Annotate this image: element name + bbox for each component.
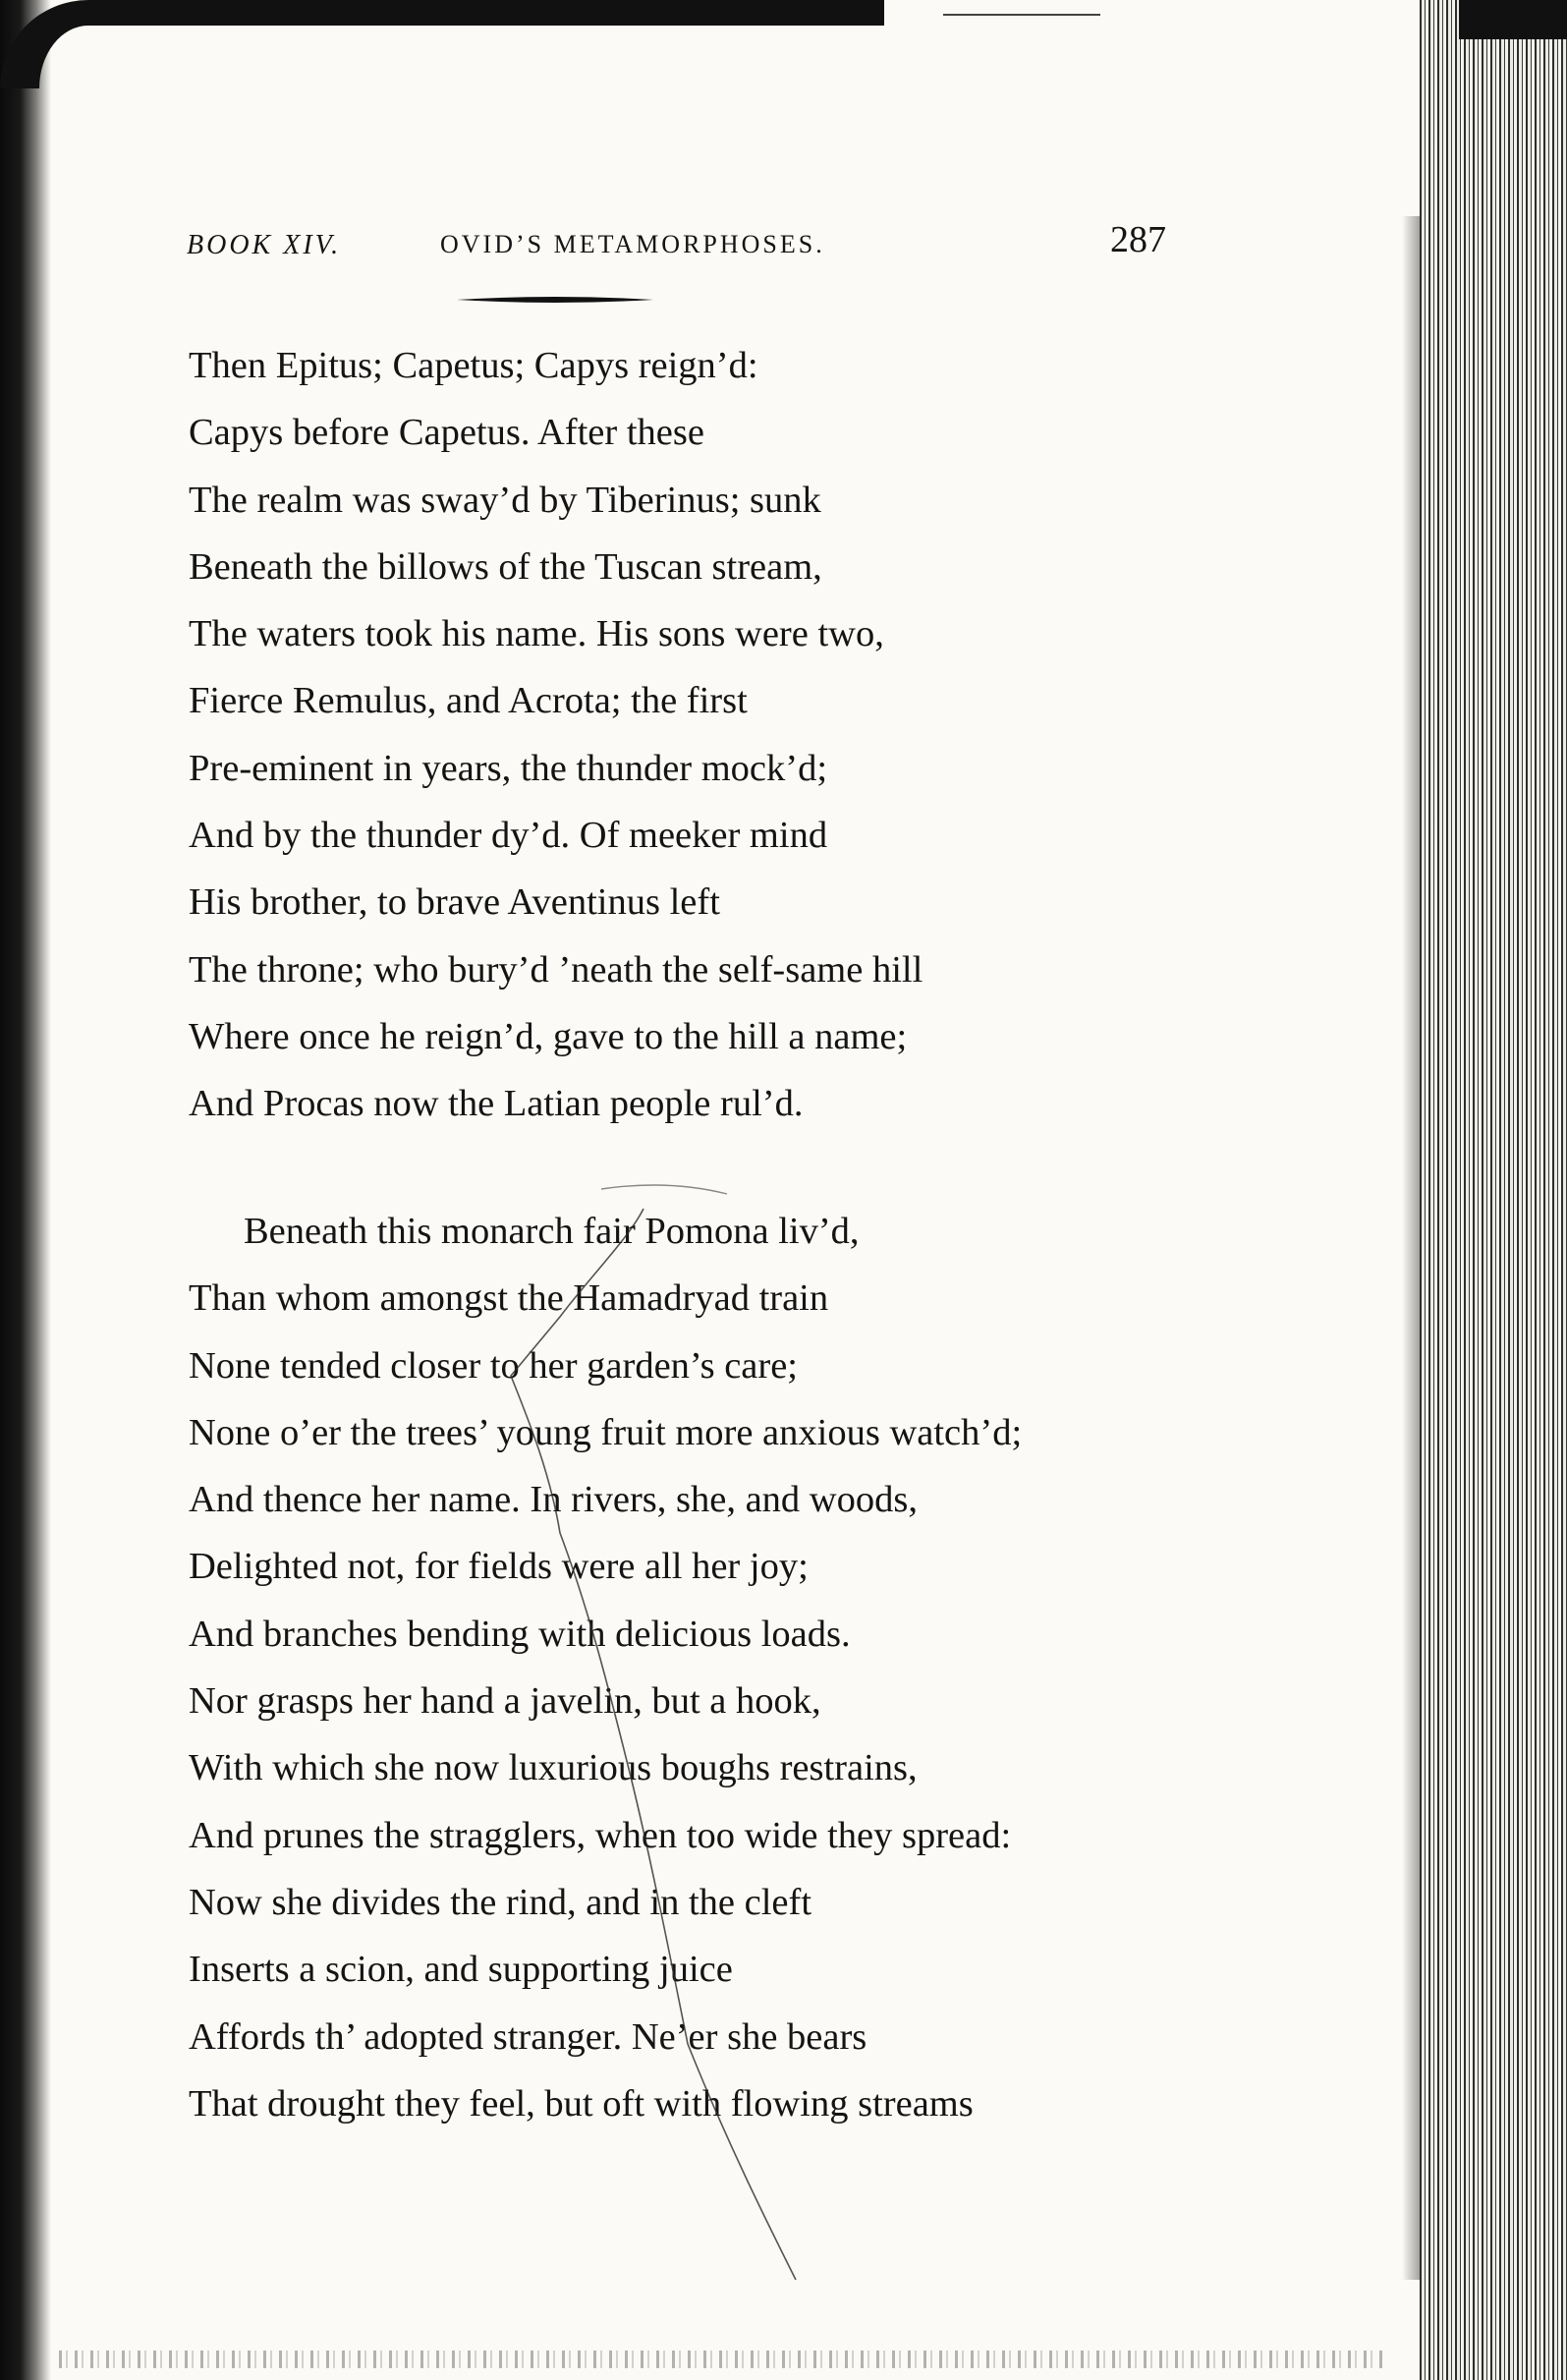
verse-line: Where once he reign’d, gave to the hill a name;: [189, 1015, 908, 1057]
verse-line: Fierce Remulus, and Acrota; the first: [189, 680, 748, 722]
verse-line: Beneath this monarch fair Pomona liv’d,: [244, 1211, 860, 1252]
verse-line: None tended closer to her garden’s care;: [189, 1344, 799, 1387]
verse-line: With which she now luxurious boughs restrains,: [189, 1747, 918, 1789]
verse-line: Than whom amongst the Hamadryad train: [189, 1277, 829, 1320]
verse-line: Then Epitus; Capetus; Capys reign’d:: [189, 345, 758, 386]
verse-line: The realm was sway’d by Tiberinus; sunk: [189, 479, 821, 521]
book-number: BOOK XIV.: [187, 230, 342, 260]
verse-line: And by the thunder dy’d. Of meeker mind: [189, 815, 828, 857]
verse-line: That drought they feel, but oft with flowing streams: [189, 2082, 974, 2125]
verse-line: His brother, to brave Aventinus left: [189, 881, 720, 924]
verse-line: Pre-eminent in years, the thunder mock’d;: [189, 747, 828, 789]
verse-line: And thence her name. In rivers, she, and woods,: [189, 1479, 918, 1521]
page-number: 287: [1110, 219, 1166, 260]
running-title: OVID’S METAMORPHOSES.: [440, 230, 825, 258]
scan-noise: [59, 2351, 1385, 2368]
verse-line: Delighted not, for fields were all her joy;: [189, 1546, 809, 1588]
verse-line: Now she divides the rind, and in the cleft: [189, 1881, 812, 1923]
verse-line: The throne; who bury’d ’neath the self-same hill: [189, 948, 923, 991]
verse-line: Capys before Capetus. After these: [189, 412, 704, 454]
verse-line: And prunes the stragglers, when too wide they spread:: [189, 1814, 1012, 1856]
verse-line: Inserts a scion, and supporting juice: [189, 1949, 733, 1991]
verse-line: Nor grasps her hand a javelin, but a hook,: [189, 1680, 821, 1723]
verse-line: The waters took his name. His sons were two,: [189, 613, 884, 655]
verse-line: Affords th’ adopted stranger. Ne’er she bears: [189, 2015, 867, 2058]
verse-line: And branches bending with delicious loads.: [189, 1613, 851, 1655]
verse-line: Beneath the billows of the Tuscan stream,: [189, 545, 822, 588]
verse-line: None o’er the trees’ young fruit more anxious watch’d;: [189, 1411, 1023, 1453]
verse-line: And Procas now the Latian people rul’d.: [189, 1083, 804, 1125]
